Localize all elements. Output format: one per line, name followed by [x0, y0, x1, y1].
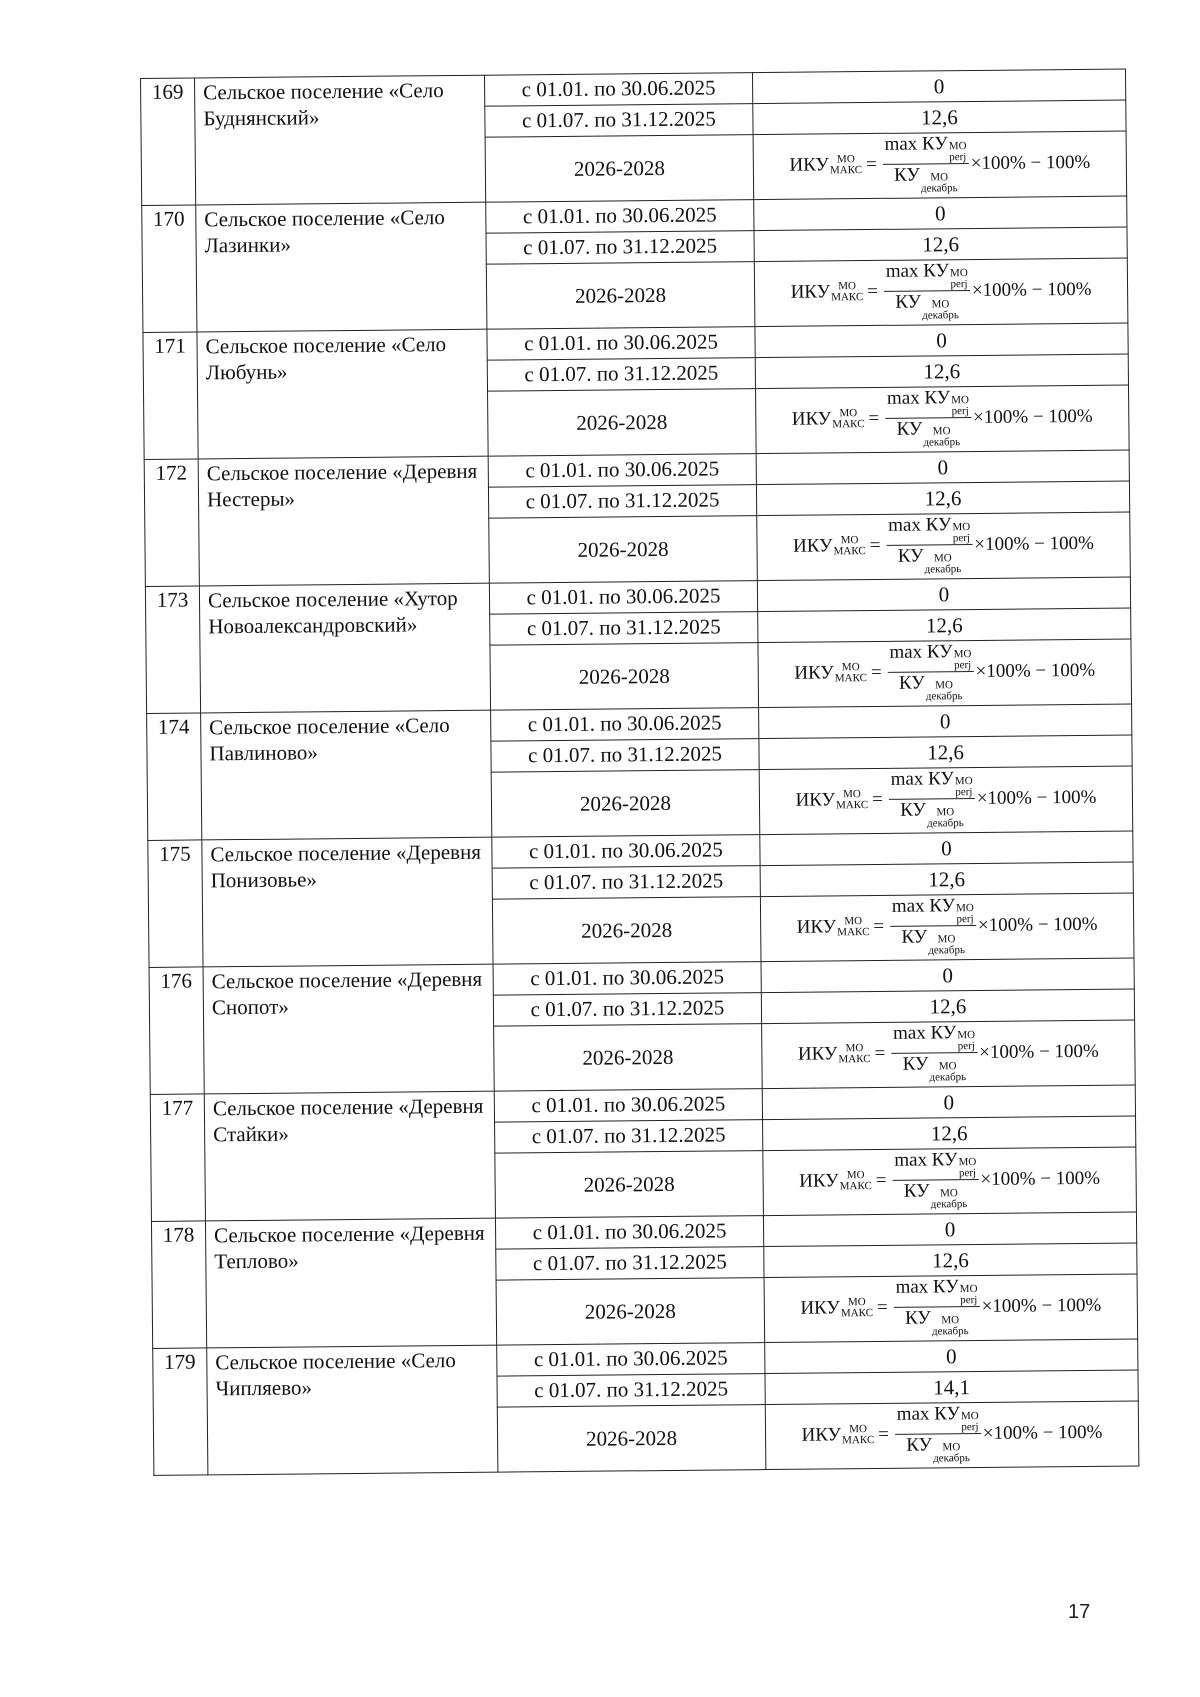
- period-second-half: с 01.07. по 31.12.2025: [487, 358, 755, 392]
- formula-tail: ×100% − 100%: [975, 659, 1096, 682]
- formula-fraction: [884, 260, 971, 322]
- value-first-half: 0: [765, 1339, 1138, 1374]
- formula-den-sub: декабрь: [933, 1452, 970, 1465]
- formula-numerator: max КУ: [886, 387, 951, 409]
- formula-num-sub-j: j: [975, 1421, 979, 1434]
- formula-lhs-sub: МАКС: [833, 544, 866, 557]
- period-range: 2026-2028: [488, 389, 757, 457]
- value-first-half: 0: [763, 1212, 1136, 1247]
- formula-num-sub-j: j: [966, 532, 971, 545]
- formula-cell: [754, 258, 1128, 327]
- formula-fraction: [886, 514, 973, 576]
- formula-tail: ×100% − 100%: [974, 532, 1095, 555]
- period-first-half: с 01.01. по 30.06.2025: [497, 1343, 765, 1377]
- formula-den-sub: декабрь: [923, 436, 961, 449]
- formula-den-sup: МО: [940, 1187, 958, 1200]
- formula-fraction: [882, 133, 969, 195]
- formula-numerator: max КУ: [895, 1276, 959, 1298]
- formula-num-sub-j: j: [972, 1167, 977, 1180]
- settlement-name: Сельское поселение «Село Лазинки»: [196, 202, 487, 332]
- period-first-half: с 01.01. по 30.06.2025: [486, 200, 754, 234]
- formula-numerator: max КУ: [894, 1149, 958, 1171]
- formula-tail: ×100% − 100%: [982, 1421, 1103, 1444]
- settlement-name: Сельское поселение «Деревня Снопот»: [203, 964, 494, 1094]
- formula-lhs-sup: МО: [846, 1168, 865, 1181]
- row-number: 173: [145, 586, 200, 714]
- formula-cell: [756, 385, 1130, 454]
- formula-lhs-sup: МО: [838, 279, 857, 292]
- formula-tail: ×100% − 100%: [981, 1294, 1102, 1317]
- period-first-half: с 01.01. по 30.06.2025: [491, 708, 759, 742]
- period-second-half: с 01.07. по 31.12.2025: [491, 739, 759, 773]
- formula-num-sub: per: [951, 405, 966, 418]
- formula-lhs: ИКУ: [795, 788, 836, 811]
- formula-denominator: КУ: [902, 1053, 929, 1075]
- row-number: 178: [151, 1221, 206, 1349]
- row-number: 169: [141, 78, 196, 206]
- formula-den-sub: декабрь: [931, 1325, 969, 1338]
- formula-den-sub: декабрь: [927, 817, 964, 830]
- formula-eq: =: [867, 280, 879, 302]
- formula-lhs-sup: МО: [847, 1295, 866, 1308]
- value-first-half: 0: [762, 1085, 1135, 1120]
- formula-numerator: max КУ: [896, 1403, 961, 1425]
- formula-fraction: [885, 387, 972, 449]
- formula-lhs-sub: МАКС: [829, 163, 863, 176]
- value-second-half: 12,6: [754, 227, 1127, 262]
- formula-den-sup: МО: [937, 933, 956, 946]
- formula-eq: =: [874, 1042, 886, 1064]
- period-range: 2026-2028: [494, 1024, 763, 1092]
- formula-num-sub: per: [950, 278, 965, 291]
- index-formula: [795, 767, 1096, 831]
- period-second-half: с 01.07. по 31.12.2025: [485, 104, 753, 138]
- formula-den-sub: декабрь: [929, 1071, 967, 1084]
- formula-denominator: КУ: [901, 926, 928, 948]
- value-first-half: 0: [760, 831, 1133, 866]
- page-number: 17: [1068, 1601, 1091, 1623]
- formula-den-sub: декабрь: [925, 690, 963, 703]
- formula-num-sup: МО: [951, 394, 970, 407]
- formula-cell: [765, 1401, 1139, 1470]
- formula-lhs-sub: МАКС: [837, 925, 870, 938]
- formula-denominator: КУ: [903, 1180, 930, 1202]
- formula-num-sub: per: [961, 1421, 976, 1434]
- period-second-half: с 01.07. по 31.12.2025: [492, 866, 760, 900]
- formula-num-sup: МО: [949, 267, 968, 280]
- formula-den-sup: МО: [932, 425, 951, 438]
- formula-num-sub: per: [956, 913, 971, 926]
- formula-lhs-sub: МАКС: [838, 1052, 871, 1065]
- formula-lhs: ИКУ: [792, 534, 833, 557]
- value-second-half: 14,1: [765, 1370, 1138, 1405]
- formula-fraction: [895, 1403, 982, 1465]
- period-range: 2026-2028: [489, 516, 758, 584]
- period-first-half: с 01.01. по 30.06.2025: [487, 327, 755, 361]
- row-number: 174: [147, 713, 202, 841]
- formula-eq: =: [872, 788, 883, 810]
- formula-denominator: КУ: [894, 164, 920, 186]
- formula-eq: =: [875, 1169, 887, 1191]
- index-formula: [801, 1402, 1102, 1466]
- formula-cell: [762, 1020, 1136, 1089]
- row-number: 177: [150, 1094, 205, 1222]
- period-first-half: с 01.01. по 30.06.2025: [493, 962, 761, 996]
- formula-numerator: max КУ: [889, 641, 953, 663]
- formula-num-sub-j: j: [974, 1294, 978, 1307]
- value-first-half: 0: [754, 196, 1127, 231]
- formula-den-sup: МО: [935, 679, 954, 692]
- formula-num-sup: МО: [952, 521, 971, 534]
- formula-den-sup: МО: [930, 171, 949, 184]
- formula-lhs-sub: МАКС: [831, 290, 864, 303]
- settlement-name: Сельское поселение «Деревня Стайки»: [204, 1091, 495, 1221]
- formula-eq: =: [876, 1296, 888, 1318]
- period-second-half: с 01.07. по 31.12.2025: [488, 485, 756, 519]
- settlement-name: Сельское поселение «Хутор Новоалександровский»: [199, 583, 490, 713]
- period-first-half: с 01.01. по 30.06.2025: [495, 1216, 763, 1250]
- row-number: 170: [142, 205, 197, 333]
- value-second-half: 12,6: [753, 100, 1126, 135]
- formula-lhs: ИКУ: [796, 915, 837, 938]
- period-first-half: с 01.01. по 30.06.2025: [489, 581, 757, 615]
- formula-cell: [757, 512, 1131, 581]
- period-second-half: с 01.07. по 31.12.2025: [490, 612, 758, 646]
- value-second-half: 12,6: [760, 862, 1133, 897]
- settlement-name: Сельское поселение «Село Любунь»: [197, 329, 488, 459]
- formula-num-sub: per: [957, 1040, 972, 1053]
- formula-numerator: max КУ: [891, 895, 956, 917]
- value-second-half: 12,6: [763, 1116, 1136, 1151]
- formula-denominator: КУ: [896, 418, 923, 440]
- formula-denominator: КУ: [898, 672, 925, 694]
- formula-lhs-sup: МО: [839, 406, 858, 419]
- formula-eq: =: [873, 915, 885, 937]
- formula-den-sup: МО: [942, 1441, 961, 1454]
- formula-num-sub-j: j: [970, 913, 974, 926]
- index-formula: [794, 640, 1095, 704]
- formula-denominator: КУ: [895, 291, 922, 313]
- formula-eq: =: [878, 1423, 890, 1445]
- index-formula: [793, 513, 1094, 577]
- tariff-table-sheet: [140, 69, 1138, 1476]
- period-range: 2026-2028: [497, 1405, 766, 1473]
- period-first-half: с 01.01. по 30.06.2025: [484, 73, 752, 107]
- settlement-name: Сельское поселение «Деревня Теплово»: [205, 1218, 496, 1348]
- period-range: 2026-2028: [490, 643, 759, 711]
- value-second-half: 12,6: [755, 354, 1128, 389]
- period-range: 2026-2028: [485, 135, 754, 203]
- formula-den-sub: декабрь: [920, 182, 958, 195]
- formula-numerator: max КУ: [892, 1022, 957, 1044]
- settlement-name: Сельское поселение «Село Чипляево»: [207, 1345, 498, 1475]
- formula-den-sub: декабрь: [924, 563, 962, 576]
- formula-num-sub-j: j: [964, 278, 968, 291]
- formula-lhs-sub: МАКС: [832, 417, 865, 430]
- formula-num-sub-j: j: [969, 786, 973, 799]
- period-second-half: с 01.07. по 31.12.2025: [497, 1374, 765, 1408]
- period-first-half: с 01.01. по 30.06.2025: [488, 454, 756, 488]
- period-range: 2026-2028: [495, 1151, 764, 1219]
- formula-num-sup: МО: [958, 1156, 977, 1169]
- formula-cell: [753, 131, 1127, 200]
- formula-tail: ×100% − 100%: [970, 151, 1091, 174]
- formula-cell: [760, 893, 1134, 962]
- index-formula: [796, 894, 1097, 958]
- formula-fraction: [891, 1022, 978, 1084]
- settlement-name: Сельское поселение «Село Павлиново»: [201, 710, 492, 840]
- formula-fraction: [890, 895, 977, 957]
- formula-num-sup: МО: [956, 902, 974, 915]
- value-first-half: 0: [757, 577, 1130, 612]
- formula-lhs-sub: МАКС: [840, 1306, 874, 1319]
- formula-fraction: [887, 641, 974, 703]
- formula-cell: [759, 766, 1133, 835]
- formula-lhs: ИКУ: [797, 1042, 838, 1065]
- formula-eq: =: [869, 534, 881, 556]
- formula-num-sub: per: [958, 1167, 974, 1180]
- formula-lhs-sub: МАКС: [842, 1433, 875, 1446]
- formula-numerator: max КУ: [890, 768, 954, 790]
- formula-den-sup: МО: [938, 1060, 957, 1073]
- formula-cell: [763, 1147, 1137, 1216]
- formula-lhs: ИКУ: [801, 1423, 842, 1446]
- formula-num-sup: МО: [959, 1283, 978, 1296]
- formula-lhs-sup: МО: [840, 533, 859, 546]
- formula-fraction: [893, 1276, 980, 1338]
- formula-lhs-sup: МО: [836, 152, 855, 165]
- formula-lhs-sub: МАКС: [839, 1179, 872, 1192]
- formula-tail: ×100% − 100%: [980, 1167, 1101, 1190]
- formula-num-sub: per: [955, 786, 970, 799]
- value-first-half: 0: [756, 450, 1129, 485]
- formula-lhs-sup: МО: [845, 1041, 864, 1054]
- row-number: 176: [149, 967, 204, 1095]
- period-second-half: с 01.07. по 31.12.2025: [493, 993, 761, 1027]
- value-second-half: 12,6: [764, 1243, 1137, 1278]
- period-first-half: с 01.01. по 30.06.2025: [492, 835, 760, 869]
- formula-num-sub-j: j: [971, 1040, 975, 1053]
- row-number: 175: [148, 840, 203, 968]
- period-range: 2026-2028: [486, 262, 755, 330]
- formula-denominator: КУ: [906, 1434, 933, 1456]
- formula-lhs: ИКУ: [789, 153, 829, 176]
- row-number: 171: [143, 332, 198, 460]
- formula-num-sub: per: [960, 1294, 975, 1307]
- value-first-half: 0: [752, 69, 1125, 104]
- formula-den-sup: МО: [933, 552, 952, 565]
- formula-lhs: ИКУ: [800, 1296, 840, 1319]
- index-formula: [792, 386, 1093, 450]
- row-number: 172: [144, 459, 199, 587]
- index-formula: [789, 132, 1090, 196]
- formula-num-sub-j: j: [968, 659, 972, 672]
- period-range: 2026-2028: [491, 770, 760, 838]
- formula-fraction: [889, 768, 976, 830]
- period-second-half: с 01.07. по 31.12.2025: [496, 1247, 764, 1281]
- value-second-half: 12,6: [759, 735, 1132, 770]
- formula-num-sup: МО: [953, 648, 972, 661]
- formula-cell: [758, 639, 1132, 708]
- formula-tail: ×100% − 100%: [977, 913, 1098, 936]
- formula-num-sup: МО: [960, 1410, 979, 1423]
- formula-tail: ×100% − 100%: [976, 786, 1097, 809]
- tariff-table: [140, 69, 1139, 1476]
- value-second-half: 12,6: [758, 608, 1131, 643]
- formula-den-sup: МО: [936, 806, 955, 819]
- settlement-name: Сельское поселение «Деревня Нестеры»: [198, 456, 489, 586]
- period-range: 2026-2028: [496, 1278, 765, 1346]
- formula-num-sub: per: [952, 532, 967, 545]
- formula-num-sub: per: [954, 659, 969, 672]
- formula-denominator: КУ: [904, 1307, 931, 1329]
- formula-num-sub-j: j: [965, 405, 969, 418]
- index-formula: [799, 1148, 1100, 1212]
- formula-lhs: ИКУ: [794, 661, 834, 684]
- formula-fraction: [892, 1149, 979, 1211]
- formula-lhs-sup: МО: [841, 660, 860, 673]
- formula-lhs-sub: МАКС: [834, 671, 868, 684]
- formula-numerator: max КУ: [885, 260, 950, 282]
- formula-den-sub: декабрь: [930, 1198, 968, 1211]
- value-first-half: 0: [755, 323, 1128, 358]
- formula-lhs-sup: МО: [844, 914, 863, 927]
- value-first-half: 0: [759, 704, 1132, 739]
- formula-num-sup: МО: [957, 1029, 976, 1042]
- period-range: 2026-2028: [492, 897, 761, 965]
- formula-num-sub: per: [949, 151, 964, 164]
- formula-den-sup: МО: [941, 1314, 960, 1327]
- formula-eq: =: [868, 407, 880, 429]
- formula-eq: =: [865, 153, 877, 175]
- formula-num-sup: МО: [948, 140, 967, 153]
- formula-tail: ×100% − 100%: [973, 405, 1093, 428]
- formula-lhs-sub: МАКС: [835, 798, 869, 811]
- formula-numerator: max КУ: [884, 133, 948, 155]
- formula-lhs: ИКУ: [799, 1169, 839, 1192]
- formula-den-sub: декабрь: [922, 309, 959, 322]
- index-formula: [798, 1021, 1099, 1085]
- index-formula: [800, 1275, 1101, 1339]
- formula-denominator: КУ: [897, 545, 924, 567]
- value-first-half: 0: [761, 958, 1134, 993]
- row-number: 179: [153, 1348, 208, 1476]
- formula-numerator: max КУ: [888, 514, 952, 536]
- formula-den-sub: декабрь: [928, 944, 966, 957]
- value-second-half: 12,6: [756, 481, 1129, 516]
- period-second-half: с 01.07. по 31.12.2025: [495, 1120, 763, 1154]
- formula-lhs-sup: МО: [843, 787, 861, 800]
- formula-num-sup: МО: [954, 775, 973, 788]
- index-formula: [790, 259, 1091, 323]
- settlement-name: Сельское поселение «Деревня Понизовье»: [202, 837, 493, 967]
- formula-denominator: КУ: [900, 799, 927, 821]
- formula-tail: ×100% − 100%: [971, 278, 1092, 301]
- formula-lhs: ИКУ: [790, 280, 831, 303]
- formula-lhs: ИКУ: [791, 407, 832, 430]
- formula-cell: [764, 1274, 1138, 1343]
- formula-den-sup: МО: [931, 298, 950, 311]
- formula-num-sub-j: j: [963, 151, 967, 164]
- formula-eq: =: [870, 661, 882, 683]
- period-second-half: с 01.07. по 31.12.2025: [486, 231, 754, 265]
- formula-tail: ×100% − 100%: [979, 1040, 1099, 1063]
- value-second-half: 12,6: [761, 989, 1134, 1024]
- formula-lhs-sup: МО: [849, 1422, 868, 1435]
- period-first-half: с 01.01. по 30.06.2025: [494, 1089, 762, 1123]
- settlement-name: Сельское поселение «Село Буднянский»: [195, 75, 486, 205]
